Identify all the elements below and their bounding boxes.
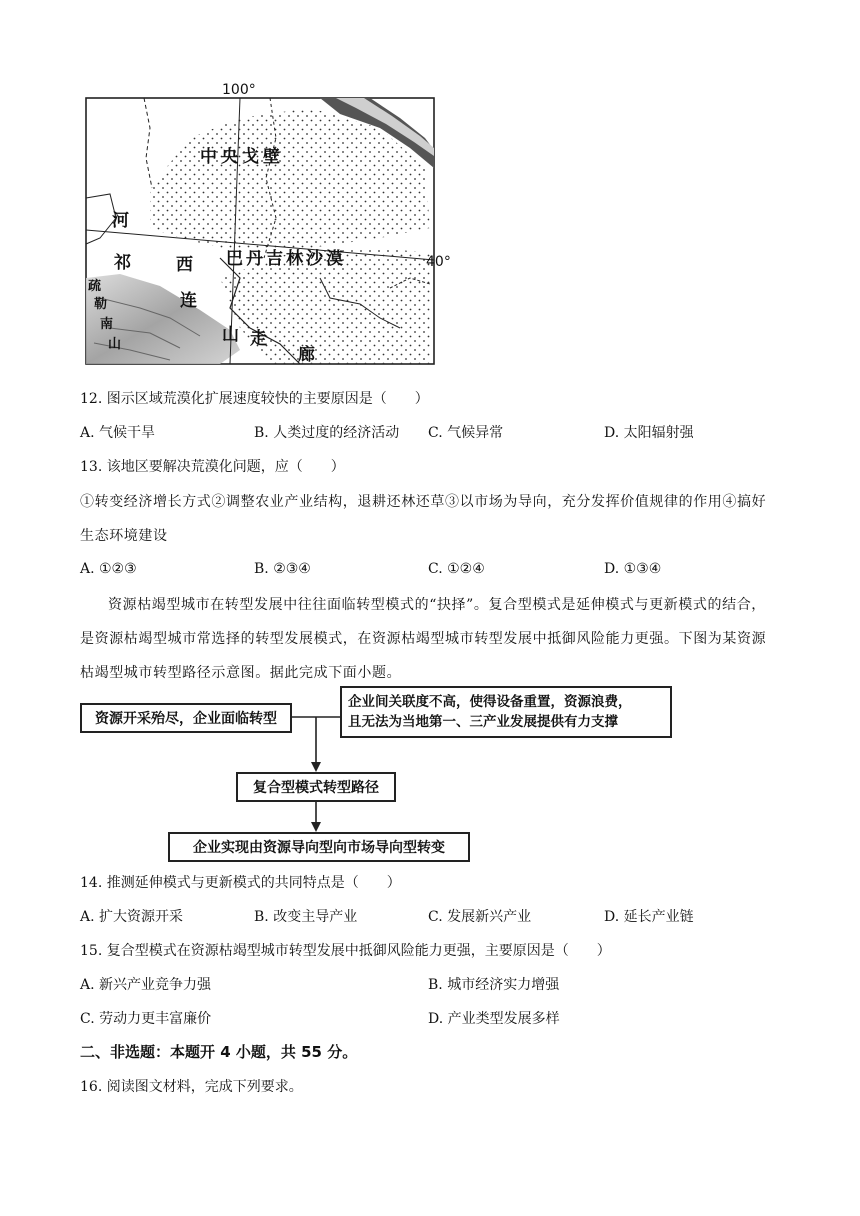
- flow-box-low-linkage-line1: 企业间关联度不高，使得设备重置，资源浪费，: [348, 694, 632, 710]
- q12-option-b[interactable]: B. 人类过度的经济活动: [254, 425, 400, 441]
- hexi-char-4: 廊: [298, 345, 315, 365]
- flow-box-resource-exhausted: [80, 703, 292, 733]
- shule-char-2: 勒: [94, 297, 108, 312]
- flow-box-market-oriented-text: 企业实现由资源导向型向市场导向型转变: [193, 840, 445, 856]
- passage-text: 资源枯竭型城市在转型发展中往往面临转型模式的“抉择”。复合型模式是延伸模式与更新模式的结合，是资源枯竭型城市常选择的转型发展模式，在资源枯竭型城市转型发展中抵御风险能力更强。下图为某资源枯竭型城市转型路径示意图。据此完成下面小题。: [80, 597, 767, 681]
- hexi-char-2: 西: [176, 255, 193, 275]
- q14-option-d[interactable]: D. 延长产业链: [604, 909, 694, 925]
- flow-box-market-oriented: [168, 832, 470, 862]
- question-13-stem: 13. 该地区要解决荒漠化问题，应（ ）: [80, 459, 345, 475]
- question-14-stem: 14. 推测延伸模式与更新模式的共同特点是（ ）: [80, 875, 401, 891]
- q13-option-a[interactable]: A. ①②③: [80, 561, 137, 577]
- question-12-stem: 12. 图示区域荒漠化扩展速度较快的主要原因是（ ）: [80, 391, 429, 407]
- shule-char-4: 山: [108, 337, 122, 352]
- q14-option-a[interactable]: A. 扩大资源开采: [80, 909, 184, 925]
- q15-option-d[interactable]: D. 产业类型发展多样: [428, 1011, 560, 1027]
- flow-box-low-linkage-line2: 且无法为当地第一、三产业发展提供有力支撑: [348, 714, 618, 730]
- qilian-char-3: 山: [222, 325, 239, 345]
- flow-box-low-linkage: [340, 686, 672, 738]
- shule-char-3: 南: [100, 317, 114, 332]
- q12-option-c[interactable]: C. 气候异常: [428, 425, 504, 441]
- q13-option-b[interactable]: B. ②③④: [254, 561, 311, 577]
- latitude-label: 40°: [426, 254, 451, 270]
- flow-box-composite-path-text: 复合型模式转型路径: [253, 780, 379, 796]
- question-15-stem: 15. 复合型模式在资源枯竭型城市转型发展中抵御风险能力更强，主要原因是（ ）: [80, 943, 611, 959]
- question-16-stem: 16. 阅读图文材料，完成下列要求。: [80, 1079, 303, 1095]
- q13-statements: ①转变经济增长方式②调整农业产业结构，退耕还林还草③以市场为导向，充分发挥价值规律的作用④搞好生态环境建设: [80, 494, 767, 544]
- longitude-label: 100°: [222, 82, 256, 98]
- q13-option-c[interactable]: C. ①②④: [428, 561, 485, 577]
- q15-option-a[interactable]: A. 新兴产业竞争力强: [80, 977, 212, 993]
- hexi-char-3: 走: [250, 329, 267, 349]
- hexi-char-1: 河: [112, 211, 129, 231]
- gobi-label: 中央戈壁: [200, 147, 284, 167]
- q12-option-a[interactable]: A. 气候干旱: [80, 425, 156, 441]
- q12-option-d[interactable]: D. 太阳辐射强: [604, 425, 694, 441]
- badain-jaran-label: 巴丹吉林沙漠: [226, 249, 346, 269]
- q14-option-b[interactable]: B. 改变主导产业: [254, 909, 358, 925]
- section-2-heading: 二、非选题：本题开 4 小题，共 55 分。: [80, 1043, 358, 1061]
- qilian-char-1: 祁: [114, 253, 131, 273]
- flow-box-resource-exhausted-text: 资源开采殆尽，企业面临转型: [95, 711, 277, 727]
- q14-option-c[interactable]: C. 发展新兴产业: [428, 909, 532, 925]
- q15-option-c[interactable]: C. 劳动力更丰富廉价: [80, 1011, 212, 1027]
- qilian-char-2: 连: [180, 291, 197, 311]
- flow-box-composite-path: [236, 772, 396, 802]
- q15-option-b[interactable]: B. 城市经济实力增强: [428, 977, 560, 993]
- shule-char-1: 疏: [88, 279, 102, 294]
- q13-option-d[interactable]: D. ①③④: [604, 561, 662, 577]
